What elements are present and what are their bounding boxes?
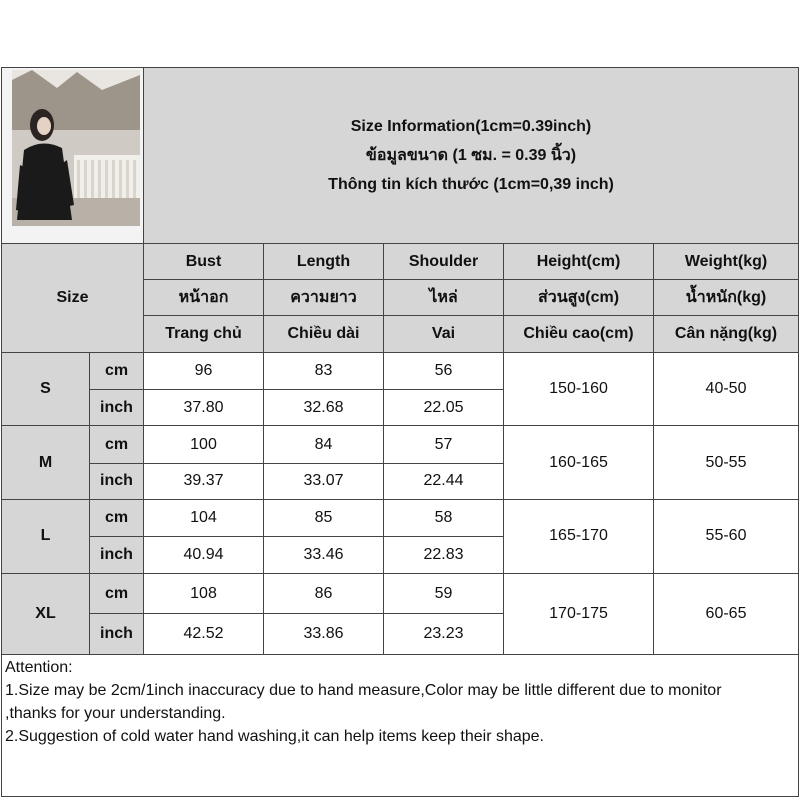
unit-inch: inch — [90, 390, 144, 426]
col-header-bust-thai: หน้าอก — [144, 280, 264, 316]
length-cm: 86 — [264, 573, 384, 614]
col-header-height-thai: ส่วนสูง(cm) — [504, 280, 654, 316]
size-header: Size — [2, 243, 144, 352]
weight-range: 60-65 — [654, 573, 799, 654]
col-header-length-vietnamese: Chiều dài — [264, 316, 384, 352]
height-range: 170-175 — [504, 573, 654, 654]
unit-inch: inch — [90, 463, 144, 499]
unit-cm: cm — [90, 426, 144, 463]
bust-cm: 108 — [144, 573, 264, 614]
length-inch: 33.46 — [264, 537, 384, 573]
shoulder-inch: 22.83 — [384, 537, 504, 573]
product-photo-image — [12, 70, 140, 226]
bust-cm: 96 — [144, 352, 264, 389]
shoulder-cm: 59 — [384, 573, 504, 614]
unit-inch: inch — [90, 537, 144, 573]
col-header-shoulder-thai: ไหล่ — [384, 280, 504, 316]
col-header-weight-vietnamese: Cân nặng(kg) — [654, 316, 799, 352]
bust-inch: 42.52 — [144, 614, 264, 655]
title-english: Size Information(1cm=0.39inch) — [350, 117, 592, 135]
unit-cm: cm — [90, 500, 144, 537]
weight-range: 55-60 — [654, 500, 799, 574]
attention-line-3: 2.Suggestion of cold water hand washing,it can help items keep their shape. — [5, 728, 544, 746]
size-label-l: L — [2, 500, 90, 574]
shoulder-inch: 22.05 — [384, 390, 504, 426]
attention-line-2: ,thanks for your understanding. — [5, 705, 226, 723]
col-header-bust-vietnamese: Trang chủ — [144, 316, 264, 352]
bust-cm: 104 — [144, 500, 264, 537]
shoulder-inch: 23.23 — [384, 614, 504, 655]
bust-inch: 40.94 — [144, 537, 264, 573]
length-cm: 83 — [264, 352, 384, 389]
col-header-length-thai: ความยาว — [264, 280, 384, 316]
size-label-xl: XL — [2, 573, 90, 654]
col-header-height: Height(cm) — [504, 243, 654, 279]
length-inch: 33.86 — [264, 614, 384, 655]
length-cm: 85 — [264, 500, 384, 537]
height-range: 165-170 — [504, 500, 654, 574]
weight-range: 40-50 — [654, 352, 799, 426]
bust-inch: 39.37 — [144, 463, 264, 499]
attention-line-1: 1.Size may be 2cm/1inch inaccuracy due to hand measure,Color may be little different due to monitor — [5, 682, 722, 700]
title-thai: ข้อมูลขนาด (1 ซม. = 0.39 นิ้ว) — [365, 146, 577, 164]
title-vietnamese: Thông tin kích thước (1cm=0,39 inch) — [328, 175, 614, 193]
length-inch: 33.07 — [264, 463, 384, 499]
unit-cm: cm — [90, 352, 144, 389]
col-header-weight: Weight(kg) — [654, 243, 799, 279]
col-header-height-vietnamese: Chiều cao(cm) — [504, 316, 654, 352]
length-cm: 84 — [264, 426, 384, 463]
height-range: 160-165 — [504, 426, 654, 500]
length-inch: 32.68 — [264, 390, 384, 426]
size-label-m: M — [2, 426, 90, 500]
weight-range: 50-55 — [654, 426, 799, 500]
attention-notes — [2, 655, 799, 797]
col-header-bust: Bust — [144, 243, 264, 279]
shoulder-cm: 56 — [384, 352, 504, 389]
height-range: 150-160 — [504, 352, 654, 426]
col-header-shoulder: Shoulder — [384, 243, 504, 279]
unit-inch: inch — [90, 614, 144, 655]
unit-cm: cm — [90, 573, 144, 614]
size-chart-table — [1, 67, 799, 797]
col-header-shoulder-vietnamese: Vai — [384, 316, 504, 352]
title-block — [144, 68, 799, 244]
col-header-weight-thai: น้ำหนัก(kg) — [654, 280, 799, 316]
bust-cm: 100 — [144, 426, 264, 463]
shoulder-cm: 57 — [384, 426, 504, 463]
col-header-length: Length — [264, 243, 384, 279]
product-photo — [2, 68, 144, 244]
shoulder-inch: 22.44 — [384, 463, 504, 499]
size-label-s: S — [2, 352, 90, 426]
attention-heading: Attention: — [5, 659, 73, 677]
shoulder-cm: 58 — [384, 500, 504, 537]
bust-inch: 37.80 — [144, 390, 264, 426]
